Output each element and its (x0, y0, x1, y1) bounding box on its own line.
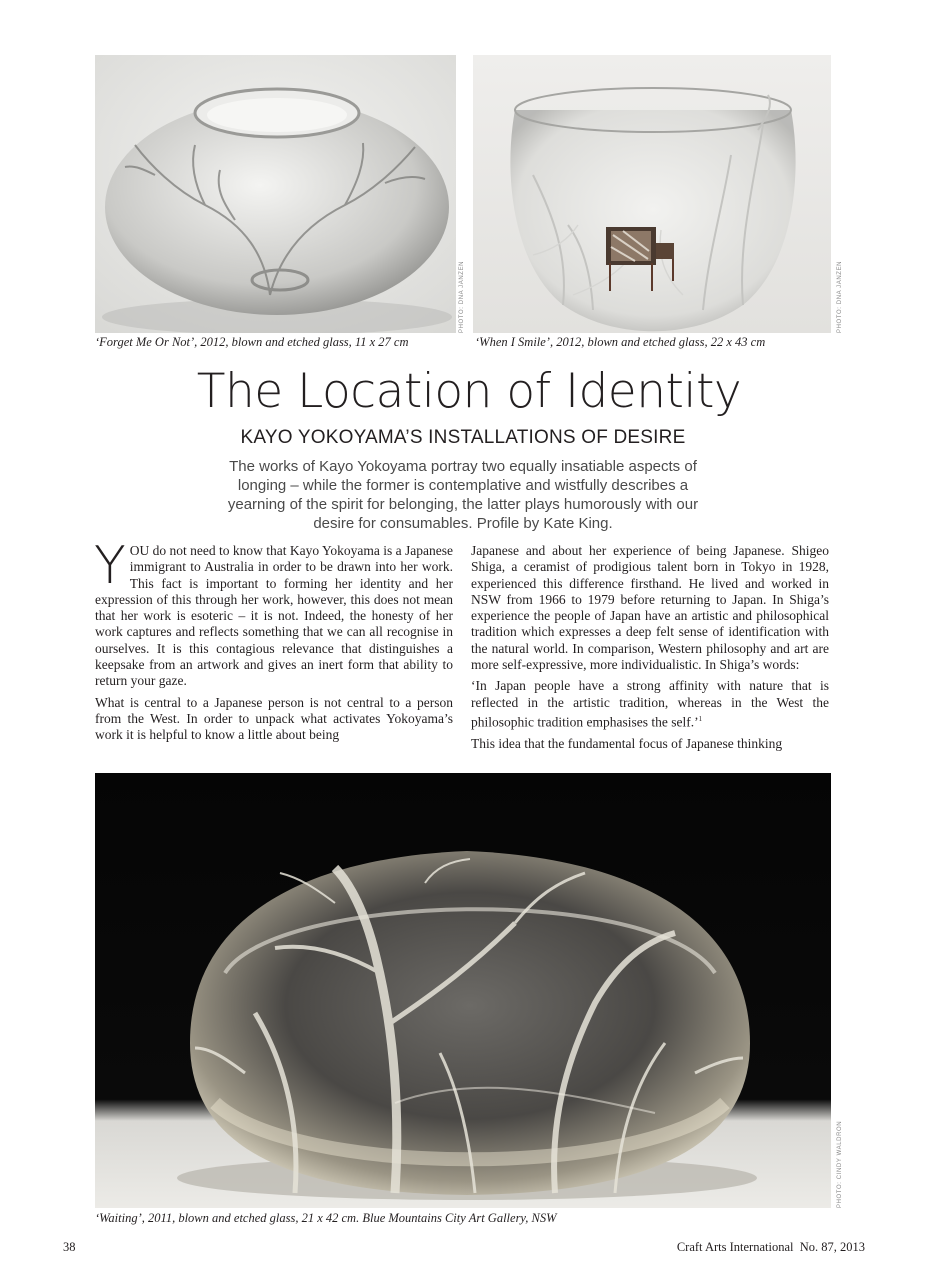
footnote-ref: 1 (698, 714, 703, 723)
quote-text: ‘In Japan people have a strong affinity with nature that is reflected in the artistic tradition, whereas in the West the philosophic tradition emphasises the self.’ (471, 678, 829, 730)
body-paragraph: This idea that the fundamental focus of Japanese thinking (471, 735, 783, 751)
body-paragraph: What is central to a Japanese person is not central to a person from the West. In order to unpack what activates Yokoyama’s work it is helpful to know a little about being (95, 694, 453, 743)
photo-caption: ‘Waiting’, 2011, blown and etched glass, 21 x 42 cm. Blue Mountains City Art Gallery, NSW (95, 1211, 557, 1225)
photo-credit: PHOTO: CINDY WALDRON (837, 1120, 843, 1208)
article-column-left (94, 536, 453, 749)
article-subtitle: KAYO YOKOYAMA’S INSTALLATIONS OF DESIRE (240, 427, 686, 448)
photo-waiting (95, 773, 831, 1208)
pull-quote (471, 678, 829, 730)
body-paragraph: Japanese and about her experience of being Japanese. Shigeo Shiga, a ceramist of prodigious talent born in Tokyo in 1928, experienced this difference firsthand. He lived and worked in NSW from 1966 to 1979 before returning to Japan. In Shiga’s experience the people of Japan have an artistic and philosophical tradition which expresses a deep felt sense of identification with the natural world. In comparison, Western philosophy and art are more self-expressive, more individualistic. In Shiga’s words: (471, 543, 829, 673)
article-standfirst: The works of Kayo Yokoyama portray two equally insatiable aspects of longing – while the former is contemplative and wistfully describes a yearning of the spirit for belonging, the latter plays humorously with our desire for consumables. Profile by Kate King. (227, 458, 699, 532)
photo-when-i-smile (473, 55, 831, 333)
article-title: The Location of Identity (196, 364, 742, 419)
photo-forget-me-or-not (95, 55, 456, 333)
photo-credit: PHOTO: DNA JANZEN (459, 260, 465, 333)
page-number: 38 (63, 1240, 76, 1254)
photo-caption: ‘When I Smile’, 2012, blown and etched glass, 22 x 43 cm (475, 335, 766, 349)
body-text: OU do not need to know that Kayo Yokoyama is a Japanese immigrant to Australia in order to be drawn into her work. This fact is important to forming her identity and her expression of this through her work, however, this does not mean that her work is esoteric – it is not. Indeed, the honesty of her work captures and reflects something that we can all recognise in ourselves. It is this contagious relevance that distinguishes a keepsake from an artwork and gives an inert form that ability to return your gaze. (95, 543, 453, 689)
publication-info: Craft Arts International No. 87, 2013 (676, 1240, 865, 1254)
drop-cap: Y (94, 536, 126, 596)
photo-credit: PHOTO: DNA JANZEN (837, 260, 843, 333)
body-paragraph (94, 536, 453, 690)
article-column-right (471, 543, 829, 757)
photo-caption: ‘Forget Me Or Not’, 2012, blown and etched glass, 11 x 27 cm (95, 335, 409, 349)
